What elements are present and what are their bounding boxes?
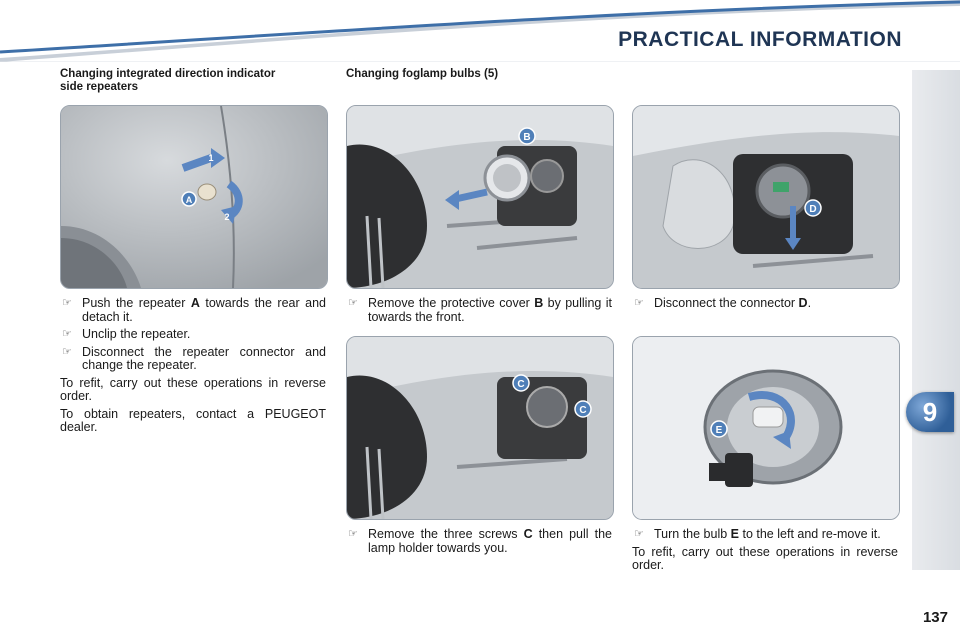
callout-e-label: E [715,425,723,436]
callout-b-label: B [523,132,531,143]
dealer-paragraph: To obtain repeaters, contact a PEUGEOT dealer. [60,406,326,434]
page-title: PRACTICAL INFORMATION [618,28,902,51]
list-item: ☞ Remove the three screws C then pull the lamp holder towards you. [348,527,612,555]
list-item: ☞ Disconnect the connector D. [634,296,812,310]
screws-instruction [346,528,612,559]
side-repeater-illustration [60,105,328,289]
hand-pointer-icon: ☞ [348,528,358,540]
list-item: ☞ Push the repeater A towards the rear and detach it. [62,296,326,324]
list-item: ☞ Remove the protective cover B by pulling it towards the front. [348,296,612,324]
bulb-instruction [632,528,898,577]
list-item: ☞ Disconnect the repeater connector and change the repeater. [62,344,326,372]
foglamp-heading: Changing foglamp bulbs (5) [346,68,499,80]
page-number: 137 [922,609,948,626]
foglamp-connector-illustration [632,105,900,289]
list-item: ☞ Turn the bulb E to the left and re-move it. [634,527,881,541]
hand-pointer-icon: ☞ [62,328,72,340]
foglamp-bulb-illustration [632,336,900,520]
foglamp-cover-illustration [346,105,614,289]
connector-instruction [632,297,898,315]
chapter-side-tab [912,70,960,570]
callout-1-label: 1 [208,153,214,163]
callout-d-label: D [809,204,817,215]
refit-paragraph: To refit, carry out these operations in reverse order. [60,375,326,403]
hand-pointer-icon: ☞ [634,297,644,309]
hand-pointer-icon: ☞ [634,528,644,540]
callout-2-label: 2 [224,212,230,222]
callout-c-label: C [517,379,525,390]
callout-c-label: C [579,405,587,416]
foglamp-screws-illustration [346,336,614,520]
hand-pointer-icon: ☞ [62,297,72,309]
chapter-badge[interactable]: 9 [906,392,954,432]
side-repeater-instructions [60,297,326,439]
list-item: ☞ Unclip the repeater. [62,327,191,341]
hand-pointer-icon: ☞ [348,297,358,309]
cover-instruction [346,297,612,328]
side-repeater-heading: Changing integrated direction indicator side repeaters [60,68,276,93]
refit-paragraph: To refit, carry out these operations in reverse order. [632,544,898,572]
hand-pointer-icon: ☞ [62,345,72,358]
callout-a-label: A [185,195,193,205]
